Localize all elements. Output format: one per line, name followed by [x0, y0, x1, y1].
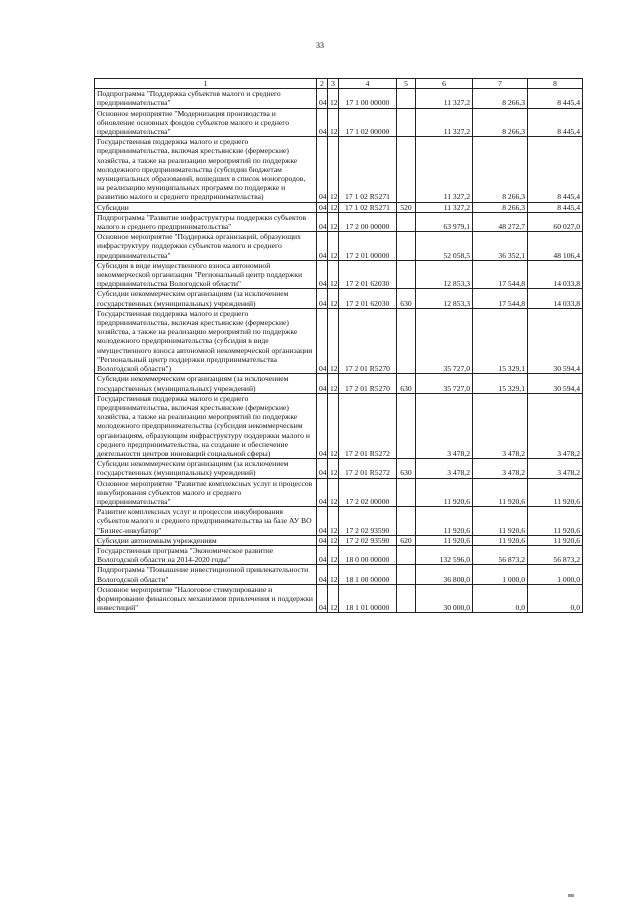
row-name-cell: Основное мероприятие "Модернизация производства и обновление основных фондов субъектов малого и среднего предпринимательства" [95, 108, 317, 137]
row-value-cell: 15 329,1 [473, 308, 528, 373]
row-value-cell: 04 [317, 565, 328, 584]
row-value-cell [397, 89, 416, 108]
row-value-cell: 8 266,3 [473, 89, 528, 108]
row-value-cell: 12 [328, 535, 339, 545]
row-name-cell: Подпрограмма "Развитие инфраструктуры поддержки субъектов малого и среднего предпринимательства" [95, 212, 317, 231]
row-value-cell: 04 [317, 535, 328, 545]
row-value-cell: 04 [317, 308, 328, 373]
row-value-cell: 17 2 02 93590 [339, 507, 397, 536]
header-cell: 4 [339, 79, 397, 89]
row-value-cell: 30 000,0 [416, 584, 473, 613]
row-value-cell [397, 212, 416, 231]
row-value-cell [397, 584, 416, 613]
row-value-cell: 60 027,0 [528, 212, 583, 231]
row-value-cell: 12 [328, 232, 339, 261]
row-value-cell: 11 327,2 [416, 202, 473, 212]
row-value-cell: 04 [317, 507, 328, 536]
row-name-cell: Основное мероприятие "Налоговое стимулирование и формирование финансовых механизмов привлечения и поддержки инвестиций" [95, 584, 317, 613]
row-value-cell: 12 [328, 289, 339, 308]
table-row [95, 89, 583, 108]
row-value-cell: 8 266,3 [473, 202, 528, 212]
row-name-cell: Государственная программа "Экономическое развитие Вологодской области на 2014-2020 годы" [95, 545, 317, 564]
table-row [95, 565, 583, 584]
row-value-cell: 12 [328, 507, 339, 536]
row-value-cell: 17 544,8 [473, 260, 528, 289]
row-value-cell: 17 1 02 R5271 [339, 202, 397, 212]
row-value-cell [397, 308, 416, 373]
row-value-cell: 11 920,6 [528, 478, 583, 507]
row-value-cell: 12 [328, 584, 339, 613]
row-value-cell: 12 [328, 308, 339, 373]
row-name-cell: Развитие комплексных услуг и процессов инкубирования субъектов малого и среднего предпринимательства на базе АУ ВО "Бизнес-инкубатор" [95, 507, 317, 536]
row-value-cell: 04 [317, 545, 328, 564]
row-value-cell: 04 [317, 393, 328, 458]
row-value-cell: 35 727,0 [416, 308, 473, 373]
row-name-cell: Государственная поддержка малого и среднего предпринимательства, включая крестьянские (фермерские) хозяйства, а также на реализацию мероприятий по поддержке молодежного предпринимательства (субсидия в виде имущественного взноса автономной некоммерческой организации "Региональный центр поддержки предпринимательства Вологодской области") [95, 308, 317, 373]
row-name-cell: Субсидии некоммерческим организациям (за исключением государственных (муниципальных) учреждений) [95, 289, 317, 308]
row-value-cell: 132 596,0 [416, 545, 473, 564]
row-name-cell: Субсидии [95, 202, 317, 212]
row-value-cell: 12 [328, 545, 339, 564]
row-value-cell: 18 0 00 00000 [339, 545, 397, 564]
row-value-cell: 8 445,4 [528, 108, 583, 137]
table-row [95, 289, 583, 308]
row-value-cell: 04 [317, 459, 328, 478]
row-value-cell: 18 1 01 00000 [339, 584, 397, 613]
table-row [95, 459, 583, 478]
row-value-cell: 56 873,2 [473, 545, 528, 564]
row-value-cell: 35 727,0 [416, 374, 473, 393]
row-value-cell: 56 873,2 [528, 545, 583, 564]
row-value-cell: 04 [317, 89, 328, 108]
row-value-cell: 17 2 02 00000 [339, 478, 397, 507]
row-value-cell: 8 266,3 [473, 108, 528, 137]
row-value-cell: 14 033,8 [528, 289, 583, 308]
row-value-cell: 12 [328, 478, 339, 507]
table-row [95, 108, 583, 137]
row-value-cell: 12 [328, 374, 339, 393]
row-name-cell: Основное мероприятие "Развитие комплексных услуг и процессов инкубирования субъектов малого и среднего предпринимательства" [95, 478, 317, 507]
row-name-cell: Субсидии некоммерческим организациям (за исключением государственных (муниципальных) учреждений) [95, 459, 317, 478]
row-value-cell: 11 327,2 [416, 108, 473, 137]
row-value-cell: 12 853,3 [416, 289, 473, 308]
row-value-cell: 1 000,0 [473, 565, 528, 584]
row-value-cell: 12 [328, 393, 339, 458]
row-value-cell: 36 800,0 [416, 565, 473, 584]
row-value-cell [397, 137, 416, 202]
row-value-cell: 630 [397, 374, 416, 393]
row-value-cell: 3 478,2 [528, 393, 583, 458]
row-name-cell: Основное мероприятие "Поддержка организаций, образующих инфраструктуру поддержки субъектов малого и среднего предпринимательства" [95, 232, 317, 261]
row-value-cell: 8 445,4 [528, 137, 583, 202]
row-name-cell: Субсидия в виде имущественного взноса автономной некоммерческой организации "Региональный центр поддержки предпринимательства Вологодской области" [95, 260, 317, 289]
row-name-cell: Государственная поддержка малого и среднего предпринимательства, включая крестьянские (фермерские) хозяйства, а также на реализацию мероприятий по поддержке молодежного предпринимательства (субсидия некоммерческим организациям, образующим инфраструктуру поддержки малого и среднего предпринимательства, на создание и обеспечение деятельности центров инноваций социальной сферы) [95, 393, 317, 458]
row-value-cell: 17 2 01 62030 [339, 260, 397, 289]
row-value-cell: 04 [317, 289, 328, 308]
row-value-cell: 520 [397, 202, 416, 212]
row-value-cell: 17 2 02 93590 [339, 535, 397, 545]
row-name-cell: Подпрограмма "Поддержка субъектов малого и среднего предпринимательства" [95, 89, 317, 108]
row-value-cell: 04 [317, 108, 328, 137]
table-row [95, 212, 583, 231]
row-value-cell: 11 920,6 [473, 535, 528, 545]
row-value-cell: 36 352,1 [473, 232, 528, 261]
row-value-cell: 48 272,7 [473, 212, 528, 231]
budget-table [94, 78, 583, 613]
row-value-cell: 11 920,6 [416, 478, 473, 507]
row-value-cell: 17 2 00 00000 [339, 212, 397, 231]
row-value-cell: 17 1 02 00000 [339, 108, 397, 137]
row-name-cell: Подпрограмма "Повышение инвестиционной привлекательности Вологодской области" [95, 565, 317, 584]
row-value-cell: 11 920,6 [528, 507, 583, 536]
row-value-cell: 17 2 01 R5270 [339, 308, 397, 373]
table-row [95, 535, 583, 545]
table-row [95, 507, 583, 536]
row-value-cell: 630 [397, 289, 416, 308]
row-value-cell: 620 [397, 535, 416, 545]
row-value-cell: 04 [317, 202, 328, 212]
row-value-cell: 04 [317, 478, 328, 507]
row-value-cell: 12 [328, 202, 339, 212]
row-value-cell: 3 478,2 [416, 459, 473, 478]
row-value-cell: 12 [328, 459, 339, 478]
header-cell: 2 [317, 79, 328, 89]
row-value-cell: 30 594,4 [528, 374, 583, 393]
row-value-cell: 17 1 02 R5271 [339, 137, 397, 202]
table-row [95, 584, 583, 613]
row-value-cell [397, 232, 416, 261]
row-name-cell: Субсидии некоммерческим организациям (за исключением государственных (муниципальных) учреждений) [95, 374, 317, 393]
header-cell: 5 [397, 79, 416, 89]
row-value-cell: 3 478,2 [473, 459, 528, 478]
row-value-cell: 11 920,6 [528, 535, 583, 545]
row-value-cell: 11 327,2 [416, 89, 473, 108]
row-value-cell: 04 [317, 212, 328, 231]
row-name-cell: Субсидии автономным учреждениям [95, 535, 317, 545]
scan-mark [568, 894, 574, 897]
row-value-cell: 8 445,4 [528, 202, 583, 212]
row-value-cell: 04 [317, 137, 328, 202]
header-cell: 3 [328, 79, 339, 89]
row-value-cell: 52 058,5 [416, 232, 473, 261]
row-value-cell: 30 594,4 [528, 308, 583, 373]
row-value-cell: 48 106,4 [528, 232, 583, 261]
row-value-cell: 12 [328, 108, 339, 137]
header-cell: 8 [528, 79, 583, 89]
row-name-cell: Государственная поддержка малого и среднего предпринимательства, включая крестьянские (фермерские) хозяйства, а также на реализацию мероприятий по поддержке молодежного предпринимательства (субсидии бюджетам муниципальных образований, вошедших в список моногородов, на реализацию муниципальных программ по поддержке и развитию малого и среднего предпринимательства) [95, 137, 317, 202]
row-value-cell: 17 2 01 R5270 [339, 374, 397, 393]
row-value-cell: 12 [328, 565, 339, 584]
header-cell: 6 [416, 79, 473, 89]
row-value-cell: 11 920,6 [416, 535, 473, 545]
header-cell: 7 [473, 79, 528, 89]
row-value-cell: 12 [328, 260, 339, 289]
row-value-cell [397, 108, 416, 137]
row-value-cell [397, 545, 416, 564]
table-row [95, 545, 583, 564]
row-value-cell: 0,0 [528, 584, 583, 613]
header-cell: 1 [95, 79, 317, 89]
row-value-cell: 11 327,2 [416, 137, 473, 202]
row-value-cell: 18 1 00 00000 [339, 565, 397, 584]
row-value-cell: 3 478,2 [473, 393, 528, 458]
row-value-cell: 8 266,3 [473, 137, 528, 202]
table-row [95, 232, 583, 261]
row-value-cell: 04 [317, 584, 328, 613]
table-row [95, 260, 583, 289]
row-value-cell: 0,0 [473, 584, 528, 613]
row-value-cell: 1 000,0 [528, 565, 583, 584]
row-value-cell: 8 445,4 [528, 89, 583, 108]
row-value-cell: 630 [397, 459, 416, 478]
row-value-cell: 04 [317, 374, 328, 393]
row-value-cell: 12 853,3 [416, 260, 473, 289]
row-value-cell: 17 1 00 00000 [339, 89, 397, 108]
table-header-row [95, 79, 583, 89]
row-value-cell [397, 507, 416, 536]
row-value-cell: 04 [317, 232, 328, 261]
table-row [95, 393, 583, 458]
row-value-cell: 12 [328, 137, 339, 202]
row-value-cell: 3 478,2 [416, 393, 473, 458]
row-value-cell: 11 920,6 [416, 507, 473, 536]
table-row [95, 374, 583, 393]
table-row [95, 137, 583, 202]
row-value-cell: 17 544,8 [473, 289, 528, 308]
table-row [95, 202, 583, 212]
row-value-cell: 17 2 01 00000 [339, 232, 397, 261]
row-value-cell: 3 478,2 [528, 459, 583, 478]
page-number: 33 [316, 41, 324, 50]
row-value-cell: 63 979,1 [416, 212, 473, 231]
row-value-cell [397, 393, 416, 458]
row-value-cell [397, 478, 416, 507]
row-value-cell: 12 [328, 212, 339, 231]
row-value-cell: 11 920,6 [473, 507, 528, 536]
row-value-cell: 17 2 01 62030 [339, 289, 397, 308]
row-value-cell: 12 [328, 89, 339, 108]
row-value-cell: 17 2 01 R5272 [339, 393, 397, 458]
row-value-cell: 17 2 01 R5272 [339, 459, 397, 478]
row-value-cell: 15 329,1 [473, 374, 528, 393]
row-value-cell [397, 565, 416, 584]
row-value-cell [397, 260, 416, 289]
row-value-cell: 14 033,8 [528, 260, 583, 289]
row-value-cell: 04 [317, 260, 328, 289]
table-row [95, 308, 583, 373]
table-row [95, 478, 583, 507]
row-value-cell: 11 920,6 [473, 478, 528, 507]
